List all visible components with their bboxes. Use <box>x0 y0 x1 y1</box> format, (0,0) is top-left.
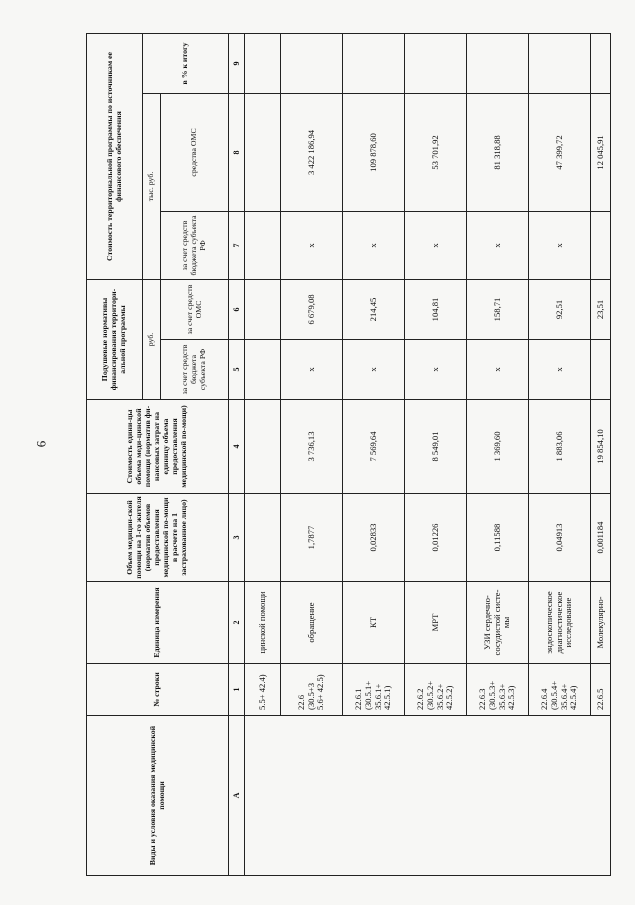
header-program-cost: Стоимость территориальной программы по источникам ее финансового обеспечения <box>87 33 143 279</box>
volume-cell <box>245 494 281 582</box>
financing-table-rotated <box>86 34 605 876</box>
unit-cost-cell: 1 883,06 <box>529 400 591 494</box>
kind-cell <box>245 716 611 876</box>
oms-norm-cell: 104,81 <box>405 279 467 339</box>
row-number-cell: 22.6.4 (30.5.4+ 35.6.4+ 42.5.4) <box>529 664 591 716</box>
row-number-cell: 5.5+ 42.4) <box>245 664 281 716</box>
column-index: А <box>229 716 245 876</box>
row-number-cell: 22.6 (30.5+3 5.6+ 42.5) <box>281 664 343 716</box>
header-budget-total: за счет средств бюджета субъекта РФ <box>161 211 229 279</box>
oms-total-cell: 12 045,91 <box>591 93 611 211</box>
budget-total-cell <box>245 211 281 279</box>
volume-cell: 0,02833 <box>343 494 405 582</box>
column-index: 1 <box>229 664 245 716</box>
header-unit-rub: руб. <box>143 279 161 399</box>
unit-cell: Молекулярно- <box>591 582 611 664</box>
column-index: 8 <box>229 93 245 211</box>
oms-total-cell: 53 701,92 <box>405 93 467 211</box>
volume-cell: 0,04913 <box>529 494 591 582</box>
unit-cost-cell: 8 549,01 <box>405 400 467 494</box>
column-index: 2 <box>229 582 245 664</box>
unit-cost-cell <box>245 400 281 494</box>
budget-total-cell: х <box>405 211 467 279</box>
oms-norm-cell: 92,51 <box>529 279 591 339</box>
oms-norm-cell: 158,71 <box>467 279 529 339</box>
row-number-cell: 22.6.2 (30.5.2+ 35.6.2+ 42.5.2) <box>405 664 467 716</box>
unit-cell: УЗИ сердечно-сосудистой систе-мы <box>467 582 529 664</box>
oms-total-cell <box>245 93 281 211</box>
budget-norm-cell: х <box>467 340 529 400</box>
header-unit-cost: Стоимость едини-цы объема меди-цинской помощи (норматив фи-нансовых затрат на единицу объема предоставления медицинской по-мощи) <box>87 400 229 494</box>
header-kinds: Виды и условия оказания медицинской помощи <box>87 716 229 876</box>
unit-cost-cell: 3 736,13 <box>281 400 343 494</box>
header-oms-norm: за счет средств ОМС <box>161 279 229 339</box>
header-volume: Объем медицин-ской помощи на 1-го жителя (норматив объемов предоставления медицинской по-мощи в расчете на 1 застрахованное лицо) <box>87 494 229 582</box>
percent-cell <box>245 33 281 93</box>
row-number-cell: 22.6.1 (30.5.1+ 35.6.1+ 42.5.1) <box>343 664 405 716</box>
column-index: 3 <box>229 494 245 582</box>
percent-cell <box>405 33 467 93</box>
budget-norm-cell: х <box>281 340 343 400</box>
financing-table <box>86 33 611 876</box>
volume-cell: 0,001184 <box>591 494 611 582</box>
unit-cost-cell: 7 569,64 <box>343 400 405 494</box>
budget-norm-cell <box>591 340 611 400</box>
unit-cell: МРТ <box>405 582 467 664</box>
header-oms-total: средства ОМС <box>161 93 229 211</box>
budget-norm-cell <box>245 340 281 400</box>
header-row-number: № строки <box>87 664 229 716</box>
row-number-cell: 22.6.5 <box>591 664 611 716</box>
percent-cell <box>281 33 343 93</box>
unit-cell: цинской помощи <box>245 582 281 664</box>
column-index-row <box>229 33 245 875</box>
budget-total-cell: х <box>529 211 591 279</box>
budget-norm-cell: х <box>405 340 467 400</box>
percent-cell <box>529 33 591 93</box>
budget-total-cell: х <box>281 211 343 279</box>
header-percent-of-total: в % к итогу <box>143 33 229 93</box>
oms-norm-cell: 6 679,08 <box>281 279 343 339</box>
budget-total-cell <box>591 211 611 279</box>
percent-cell <box>343 33 405 93</box>
row-number-cell: 22.6.3 (30.5.3+ 35.6.3+ 42.5.3) <box>467 664 529 716</box>
unit-cell: эндоскопическое диагностическое исследование <box>529 582 591 664</box>
volume-cell: 1,7877 <box>281 494 343 582</box>
oms-total-cell: 109 878,60 <box>343 93 405 211</box>
oms-norm-cell <box>245 279 281 339</box>
oms-total-cell: 81 318,88 <box>467 93 529 211</box>
oms-norm-cell: 214,45 <box>343 279 405 339</box>
oms-norm-cell: 23,51 <box>591 279 611 339</box>
column-index: 4 <box>229 400 245 494</box>
header-unit: Единица измерения <box>87 582 229 664</box>
budget-total-cell: х <box>343 211 405 279</box>
oms-total-cell: 3 422 186,94 <box>281 93 343 211</box>
header-per-capita-norms: Подушевые нормативы финансирования территори-альной программы <box>87 279 143 399</box>
unit-cost-cell: 1 369,60 <box>467 400 529 494</box>
volume-cell: 0,11588 <box>467 494 529 582</box>
page-number: 6 <box>33 440 49 448</box>
volume-cell: 0,01226 <box>405 494 467 582</box>
column-index: 7 <box>229 211 245 279</box>
budget-total-cell: х <box>467 211 529 279</box>
budget-norm-cell: х <box>529 340 591 400</box>
oms-total-cell: 47 399,72 <box>529 93 591 211</box>
unit-cell: обращение <box>281 582 343 664</box>
unit-cost-cell: 19 854,10 <box>591 400 611 494</box>
table-row <box>245 33 281 875</box>
header-budget-norm: за счет средств бюджета субъекта РФ <box>161 340 229 400</box>
header-unit-thousand: тыс. руб. <box>143 93 161 279</box>
column-index: 9 <box>229 33 245 93</box>
budget-norm-cell: х <box>343 340 405 400</box>
percent-cell <box>467 33 529 93</box>
column-index: 5 <box>229 340 245 400</box>
column-index: 6 <box>229 279 245 339</box>
percent-cell <box>591 33 611 93</box>
unit-cell: КТ <box>343 582 405 664</box>
